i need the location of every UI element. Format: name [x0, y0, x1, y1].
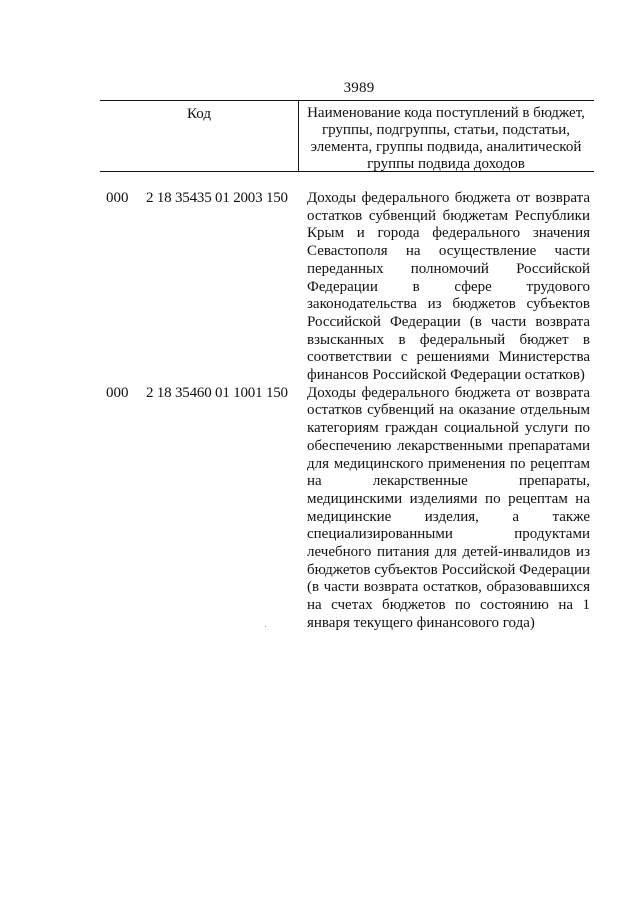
page-number: 3989	[343, 80, 375, 96]
admin-code: 000	[106, 384, 129, 401]
name-column-header: Наименование кода поступлений в бюджет, группы, подгруппы, статьи, подстатьи, элемента, группы подвида, аналитической группы подвида доходов	[307, 105, 585, 172]
income-description: Доходы федерального бюджета от возврата остатков субвенций на оказание отдельным категориям граждан социальной услуги по обеспечению лекарственными препаратами для медицинского применения по рецептам на лекарственные препараты, медицинскими изделиями по рецептам на медицинские изделия, а также специализированными продуктами лечебного питания для детей-инвалидов из бюджетов субъектов Российской Федерации (в части возврата остатков, образовавшихся на счетах бюджетов по состоянию на 1 января текущего финансового года)	[307, 384, 590, 631]
income-code: 2 18 35460 01 1001 150	[146, 384, 288, 401]
income-code: 2 18 35435 01 2003 150	[146, 190, 288, 206]
code-column-header: Код	[187, 106, 211, 122]
table-row	[106, 385, 596, 633]
table-header	[100, 100, 594, 172]
admin-code: 000	[106, 190, 129, 206]
scan-speck	[265, 626, 266, 627]
income-codes-list	[106, 190, 596, 633]
income-description: Доходы федерального бюджета от возврата остатков субвенций бюджетам Республики Крым и города федерального значения Севастополя на осуществление части переданных полномочий Российской Федерации в сфере трудового законодательства из бюджетов субъектов Российской Федерации (в части возврата взысканных в федеральный бюджет в соответствии с решениями Министерства финансов Российской Федерации остатков)	[307, 190, 590, 384]
column-divider	[298, 101, 299, 171]
table-row	[106, 190, 596, 385]
